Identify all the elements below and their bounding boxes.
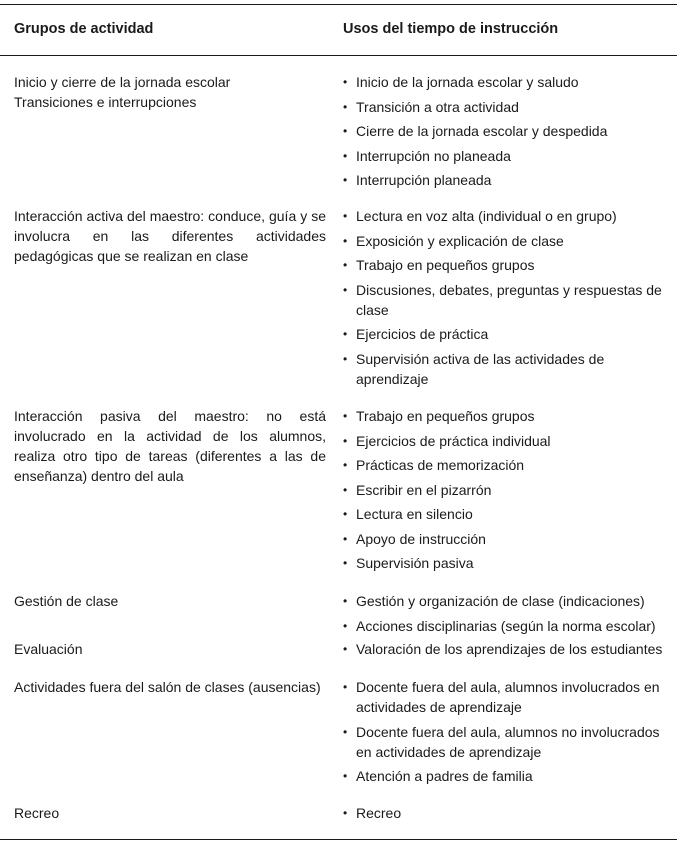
list-item: • Escribir en el pizarrón [343,480,668,500]
uses-list [343,591,668,640]
table-bottom-rule [0,839,677,840]
list-item: • Interrupción no planeada [343,146,668,166]
list-item: • Atención a padres de familia [343,766,668,786]
list-item: • Docente fuera del aula, alumnos no involucrados en actividades de aprendizaje [343,722,668,762]
list-item: • Valoración de los aprendizajes de los estudiantes [343,639,668,659]
list-item: • Transición a otra actividad [343,97,668,117]
list-item: • Apoyo de instrucción [343,529,668,549]
list-item: • Trabajo en pequeños grupos [343,406,668,426]
list-item: • Inicio de la jornada escolar y saludo [343,72,668,92]
uses-list [343,206,668,393]
list-item: • Lectura en voz alta (individual o en grupo) [343,206,668,226]
uses-list [343,72,668,195]
header-uses: Usos del tiempo de instrucción [343,21,559,37]
table-top-rule [0,4,677,5]
uses-list [343,677,668,791]
list-item: • Supervisión pasiva [343,553,668,573]
list-item: • Docente fuera del aula, alumnos involucrados en actividades de aprendizaje [343,677,668,717]
list-item: • Acciones disciplinarias (según la norma escolar) [343,616,668,636]
list-item: • Ejercicios de práctica [343,324,668,344]
list-item: • Cierre de la jornada escolar y despedida [343,121,668,141]
group-cell: Actividades fuera del salón de clases (ausencias) [14,679,321,695]
list-item: • Recreo [343,803,668,823]
group-cell: Interacción pasiva del maestro: no está involucrado en la actividad de los alumnos, realiza otro tipo de tareas (diferentes a las de enseñanza) dentro del aula [14,408,326,484]
list-item: • Interrupción planeada [343,170,668,190]
list-item: • Trabajo en pequeños grupos [343,255,668,275]
list-item: • Gestión y organización de clase (indicaciones) [343,591,668,611]
list-item: • Prácticas de memorización [343,455,668,475]
header-bottom-rule [0,55,677,56]
header-groups: Grupos de actividad [14,21,154,37]
uses-list [343,639,668,664]
uses-list [343,406,668,578]
list-item: • Supervisión activa de las actividades de aprendizaje [343,349,668,389]
group-cell: Evaluación [14,641,83,657]
list-item: • Discusiones, debates, preguntas y respuestas de clase [343,280,668,320]
group-cell: Inicio y cierre de la jornada escolar Transiciones e interrupciones [14,74,231,110]
group-cell: Interacción activa del maestro: conduce, guía y se involucra en las diferentes actividades pedagógicas que se realizan en clase [14,208,326,264]
group-cell: Gestión de clase [14,593,119,609]
group-cell: Recreo [14,805,60,821]
uses-list [343,803,668,828]
list-item: • Ejercicios de práctica individual [343,431,668,451]
list-item: • Exposición y explicación de clase [343,231,668,251]
list-item: • Lectura en silencio [343,504,668,524]
